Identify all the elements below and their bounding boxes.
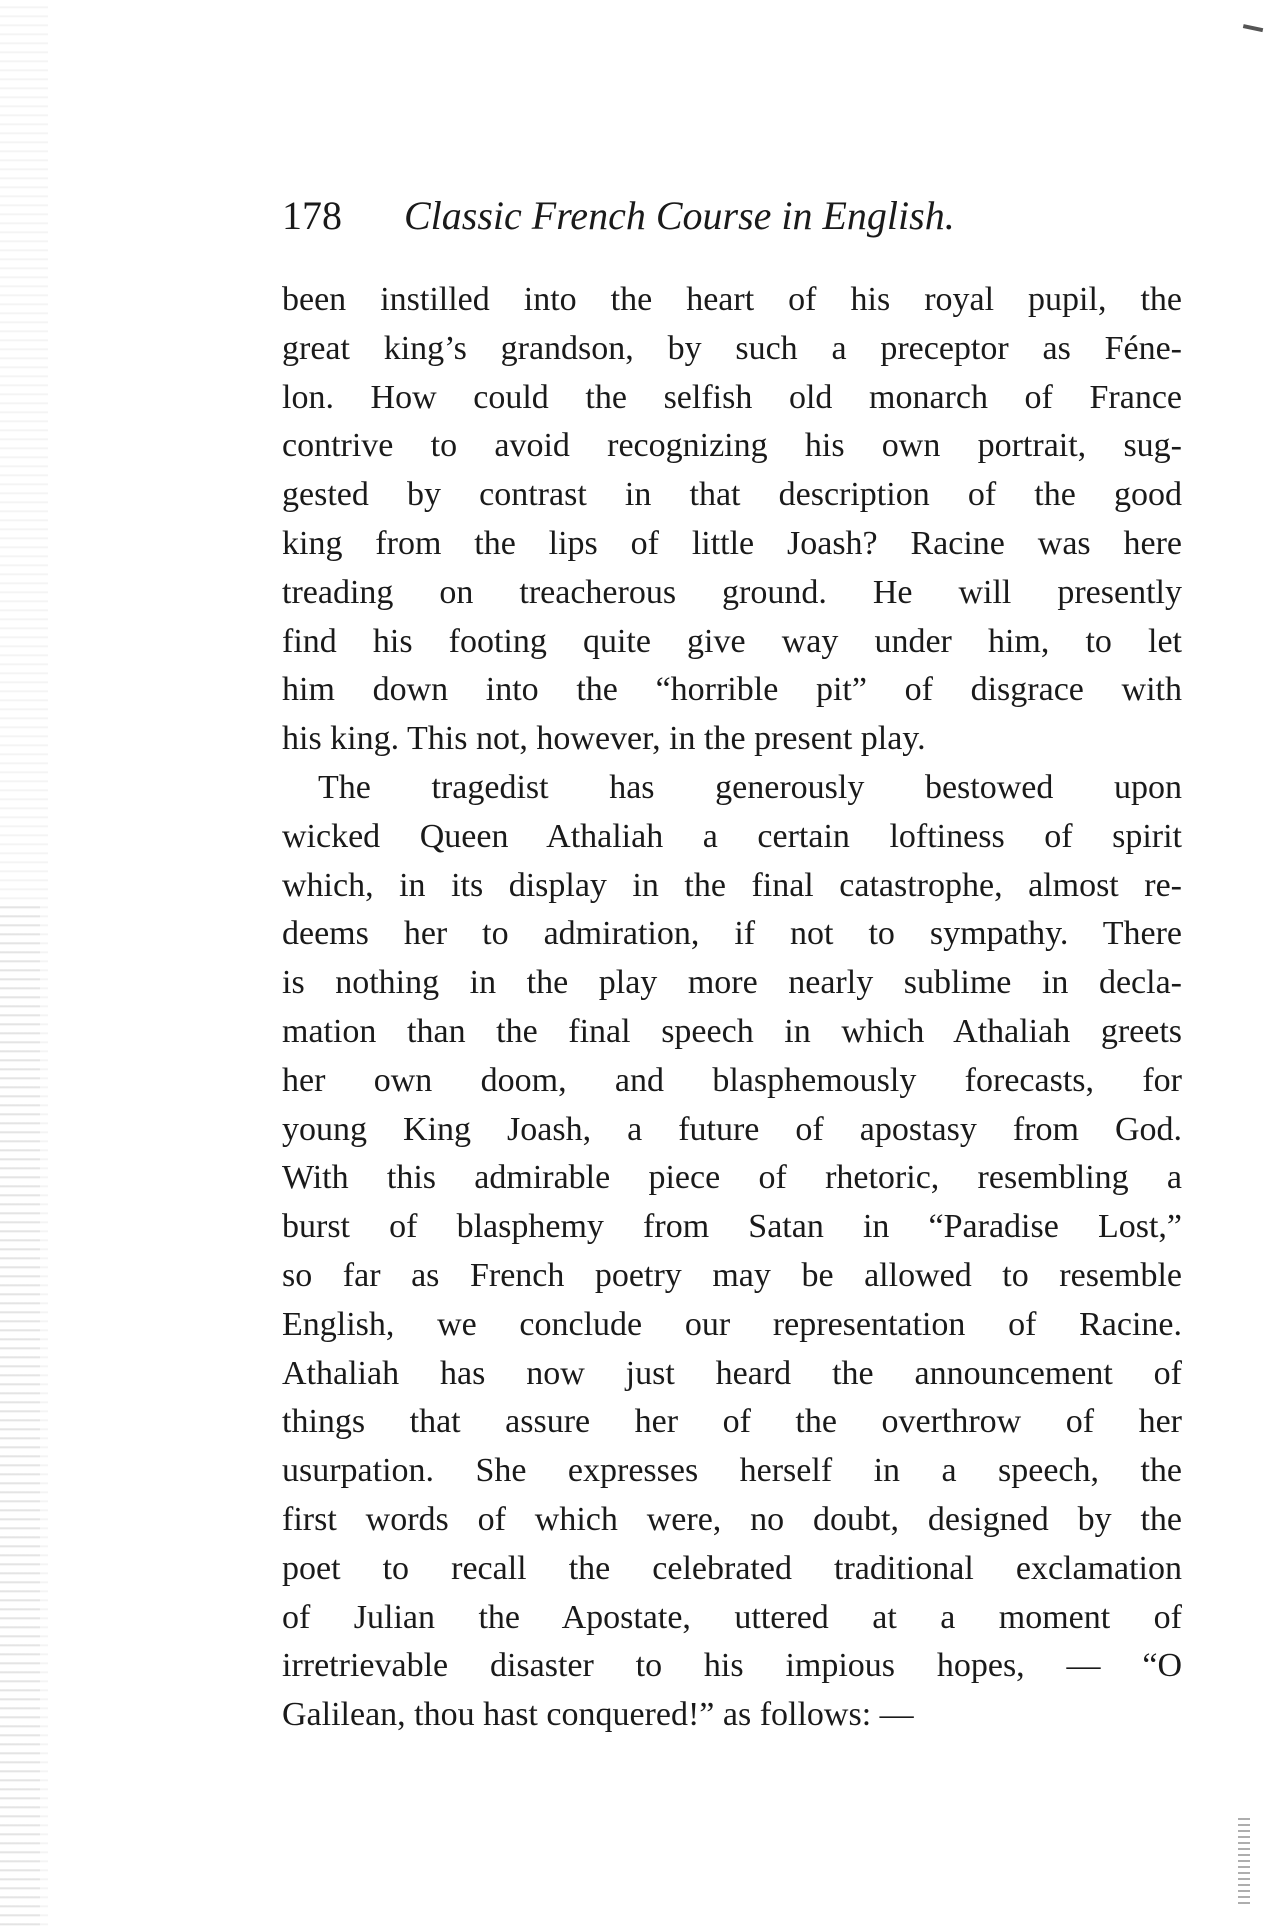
text-line: irretrievable disaster to his impious hopes, — “O <box>282 1647 1182 1685</box>
running-title: Classic French Course in English. <box>404 193 955 238</box>
text-line: so far as French poetry may be allowed to resemble <box>282 1256 1182 1294</box>
text-line: contrive to avoid recognizing his own portrait, sug- <box>282 427 1182 465</box>
text-line: usurpation. She expresses herself in a speech, the <box>282 1452 1182 1490</box>
text-line: mation than the final speech in which Athaliah greets <box>282 1012 1182 1050</box>
text-line: king from the lips of little Joash? Racine was here <box>282 524 1182 562</box>
page-gutter-shadow-dense <box>0 900 40 1928</box>
text-line: burst of blasphemy from Satan in “Paradise Lost,” <box>282 1208 1182 1246</box>
text-line: find his footing quite give way under him, to let <box>282 622 1182 660</box>
text-line: of Julian the Apostate, uttered at a moment of <box>282 1598 1182 1636</box>
text-line: been instilled into the heart of his royal pupil, the <box>282 281 1182 318</box>
text-line: first words of which were, no doubt, designed by the <box>282 1500 1182 1538</box>
text-line: his king. This not, however, in the present play. <box>282 720 926 758</box>
page-number: 178 <box>282 193 342 238</box>
text-line: deems her to admiration, if not to sympathy. There <box>282 915 1182 953</box>
text-line: The tragedist has generously bestowed upon <box>318 768 1182 806</box>
text-line: lon. How could the selfish old monarch of France <box>282 378 1182 416</box>
text-line: great king’s grandson, by such a preceptor as Féne- <box>282 329 1182 367</box>
text-line: poet to recall the celebrated traditional exclamation <box>282 1549 1182 1587</box>
text-line: him down into the “horrible pit” of disgrace with <box>282 671 1182 709</box>
text-line: Galilean, thou hast conquered!” as follows: — <box>282 1696 914 1734</box>
text-line: wicked Queen Athaliah a certain loftiness of spirit <box>282 817 1182 855</box>
text-line: gested by contrast in that description of the good <box>282 476 1182 514</box>
body-text <box>282 276 1182 1740</box>
text-line: her own doom, and blasphemously forecasts, for <box>282 1061 1182 1099</box>
corner-scan-mark <box>1241 24 1263 42</box>
text-line: young King Joash, a future of apostasy from God. <box>282 1110 1182 1148</box>
corner-scan-smudge <box>1238 1818 1250 1908</box>
text-line: things that assure her of the overthrow of her <box>282 1403 1182 1441</box>
text-line: English, we conclude our representation of Racine. <box>282 1305 1182 1343</box>
running-head <box>282 188 1102 244</box>
text-line: treading on treacherous ground. He will presently <box>282 573 1182 611</box>
text-line: which, in its display in the final catastrophe, almost re- <box>282 866 1182 904</box>
text-line: With this admirable piece of rhetoric, resembling a <box>282 1159 1182 1197</box>
text-line: is nothing in the play more nearly sublime in decla- <box>282 964 1182 1002</box>
text-line: Athaliah has now just heard the announcement of <box>282 1354 1182 1392</box>
